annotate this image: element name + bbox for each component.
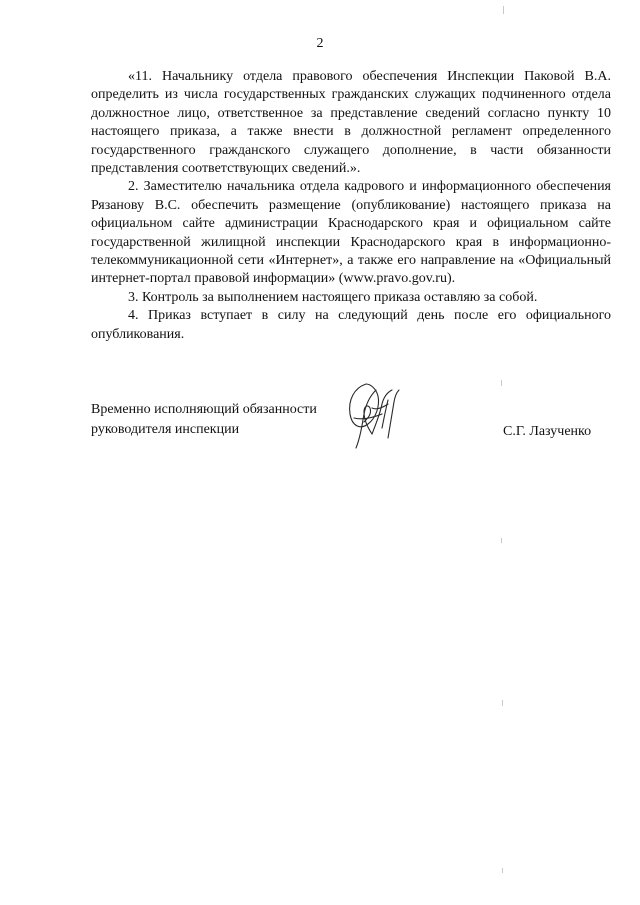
paragraph-4: 4. Приказ вступает в силу на следующий день после его официального опубликования. [91, 308, 611, 342]
scan-speck [501, 538, 502, 543]
paragraph-3: 3. Контроль за выполнением настоящего приказа оставляю за собой. [128, 289, 538, 305]
document-body [91, 68, 611, 344]
scan-speck [503, 6, 504, 14]
signatory-name: С.Г. Лазученко [503, 424, 592, 439]
page-number: 2 [316, 36, 324, 51]
signatory-position-line1: Временно исполняющий обязанности [91, 402, 317, 417]
scan-speck [501, 380, 502, 386]
scan-speck [502, 868, 503, 873]
paragraph-2: 2. Заместителю начальника отдела кадрового и информационного обеспечения Рязанову В.С. обеспечить размещение (опубликование) настоящего приказа на официальном сайте администрации Краснодарского края и официальном сайте государственной жилищной инспекции Краснодарского края в информационно-телекоммуникационной сети «Интернет», а также его направление на «Официальный интернет-портал правовой информации» (www.pravo.gov.ru). [91, 179, 611, 287]
handwritten-signature [342, 378, 404, 456]
signatory-position [91, 400, 351, 440]
signatory-position-line2: руководителя инспекции [91, 422, 240, 437]
paragraph-11: «11. Начальнику отдела правового обеспечения Инспекции Паковой В.А. определить из числа государственных гражданских служащих подчиненного отдела должностное лицо, ответственное за представление сведений согласно пункту 10 настоящего приказа, а также внести в должностной регламент определенного государственного гражданского служащего дополнение, в части обязанности представления соответствующих сведений.». [91, 69, 611, 177]
scan-speck [502, 700, 503, 706]
